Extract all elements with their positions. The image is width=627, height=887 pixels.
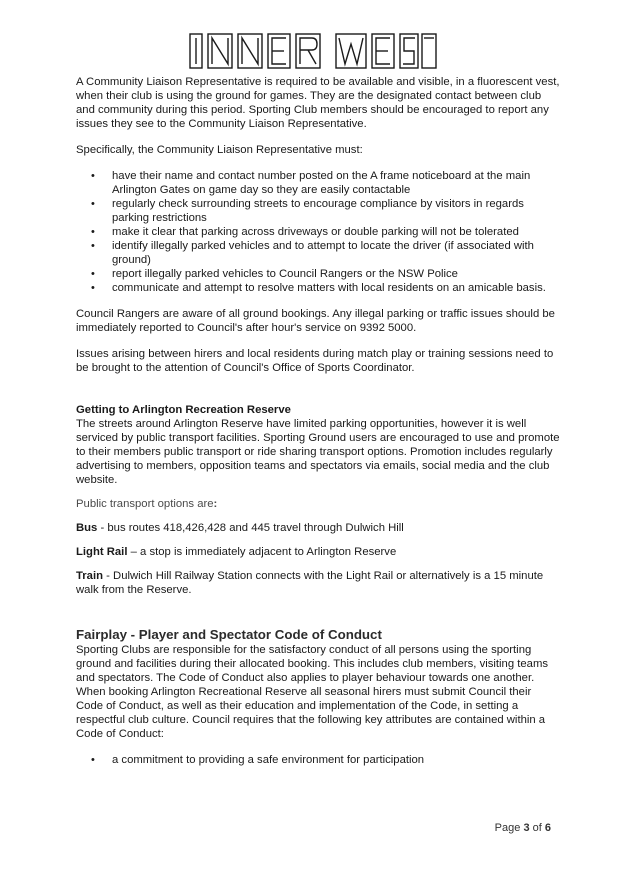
list-item: • make it clear that parking across driveways or double parking will not be tolerated [76,225,560,239]
list-item: • report illegally parked vehicles to Council Rangers or the NSW Police [76,267,560,281]
liaison-duties-list [76,169,560,295]
getting-there-heading: Getting to Arlington Recreation Reserve [76,404,291,416]
list-item: • a commitment to providing a safe environment for participation [76,753,560,767]
fairplay-heading: Fairplay - Player and Spectator Code of Conduct [76,627,382,642]
page-content [76,75,560,767]
bus-option: Bus - bus routes 418,426,428 and 445 travel through Dulwich Hill [76,522,404,534]
list-item: • regularly check surrounding streets to encourage compliance by visitors in regards parking restrictions [76,197,560,225]
inner-west-logo [188,30,438,72]
list-item: • communicate and attempt to resolve matters with local residents on an amicable basis. [76,281,560,295]
fairplay-body: Sporting Clubs are responsible for the satisfactory conduct of all persons using the sporting ground and facilities during their allocated booking. This includes club members, visiting teams and spectators. The Code of Conduct also applies to player behaviour towards one another. When booking Arlington Recreational Reserve all seasonal hirers must submit Council their Code of Conduct, as well as their education and implementation of the Code, in setting a respectful club culture. Council requires that the following key attributes are contained within a Code of Conduct: [76,644,548,740]
train-option: Train - Dulwich Hill Railway Station connects with the Light Rail or alternatively is a 15 minute walk from the Reserve. [76,570,544,596]
intro-paragraph-1: A Community Liaison Representative is required to be available and visible, in a fluorescent vest, when their club is using the ground for games. They are the designated contact between club and community during this period. Sporting Club members should be encouraged to report any issues they see to the Community Liaison Representative. [76,76,560,130]
light-rail-option: Light Rail – a stop is immediately adjacent to Arlington Reserve [76,546,397,558]
page-number: Page 3 of 6 [494,822,551,834]
intro-paragraph-2: Specifically, the Community Liaison Representative must: [76,144,363,156]
light-rail-label: Light Rail [76,546,128,558]
getting-there-body: The streets around Arlington Reserve have limited parking opportunities, however it is well serviced by public transport facilities. Sporting Ground users are encouraged to use and promote to their members public transport or ride sharing transport options. Promotion includes regularly advertising to members, opposition teams and spectators via emails, social media and the club website. [76,418,560,486]
train-label: Train [76,570,103,582]
issues-paragraph: Issues arising between hirers and local residents during match play or training sessions need to be brought to the attention of Council's Office of Sports Coordinator. [76,348,554,374]
list-item: • have their name and contact number posted on the A frame noticeboard at the main Arlington Gates on game day so they are easily contactable [76,169,560,197]
code-of-conduct-list [76,753,560,767]
rangers-paragraph: Council Rangers are aware of all ground bookings. Any illegal parking or traffic issues should be immediately reported to Council's after hour's service on 9392 5000. [76,308,555,334]
transport-options-intro: Public transport options are: [76,498,218,510]
list-item: • identify illegally parked vehicles and to attempt to locate the driver (if associated with ground) [76,239,560,267]
bus-label: Bus [76,522,98,534]
